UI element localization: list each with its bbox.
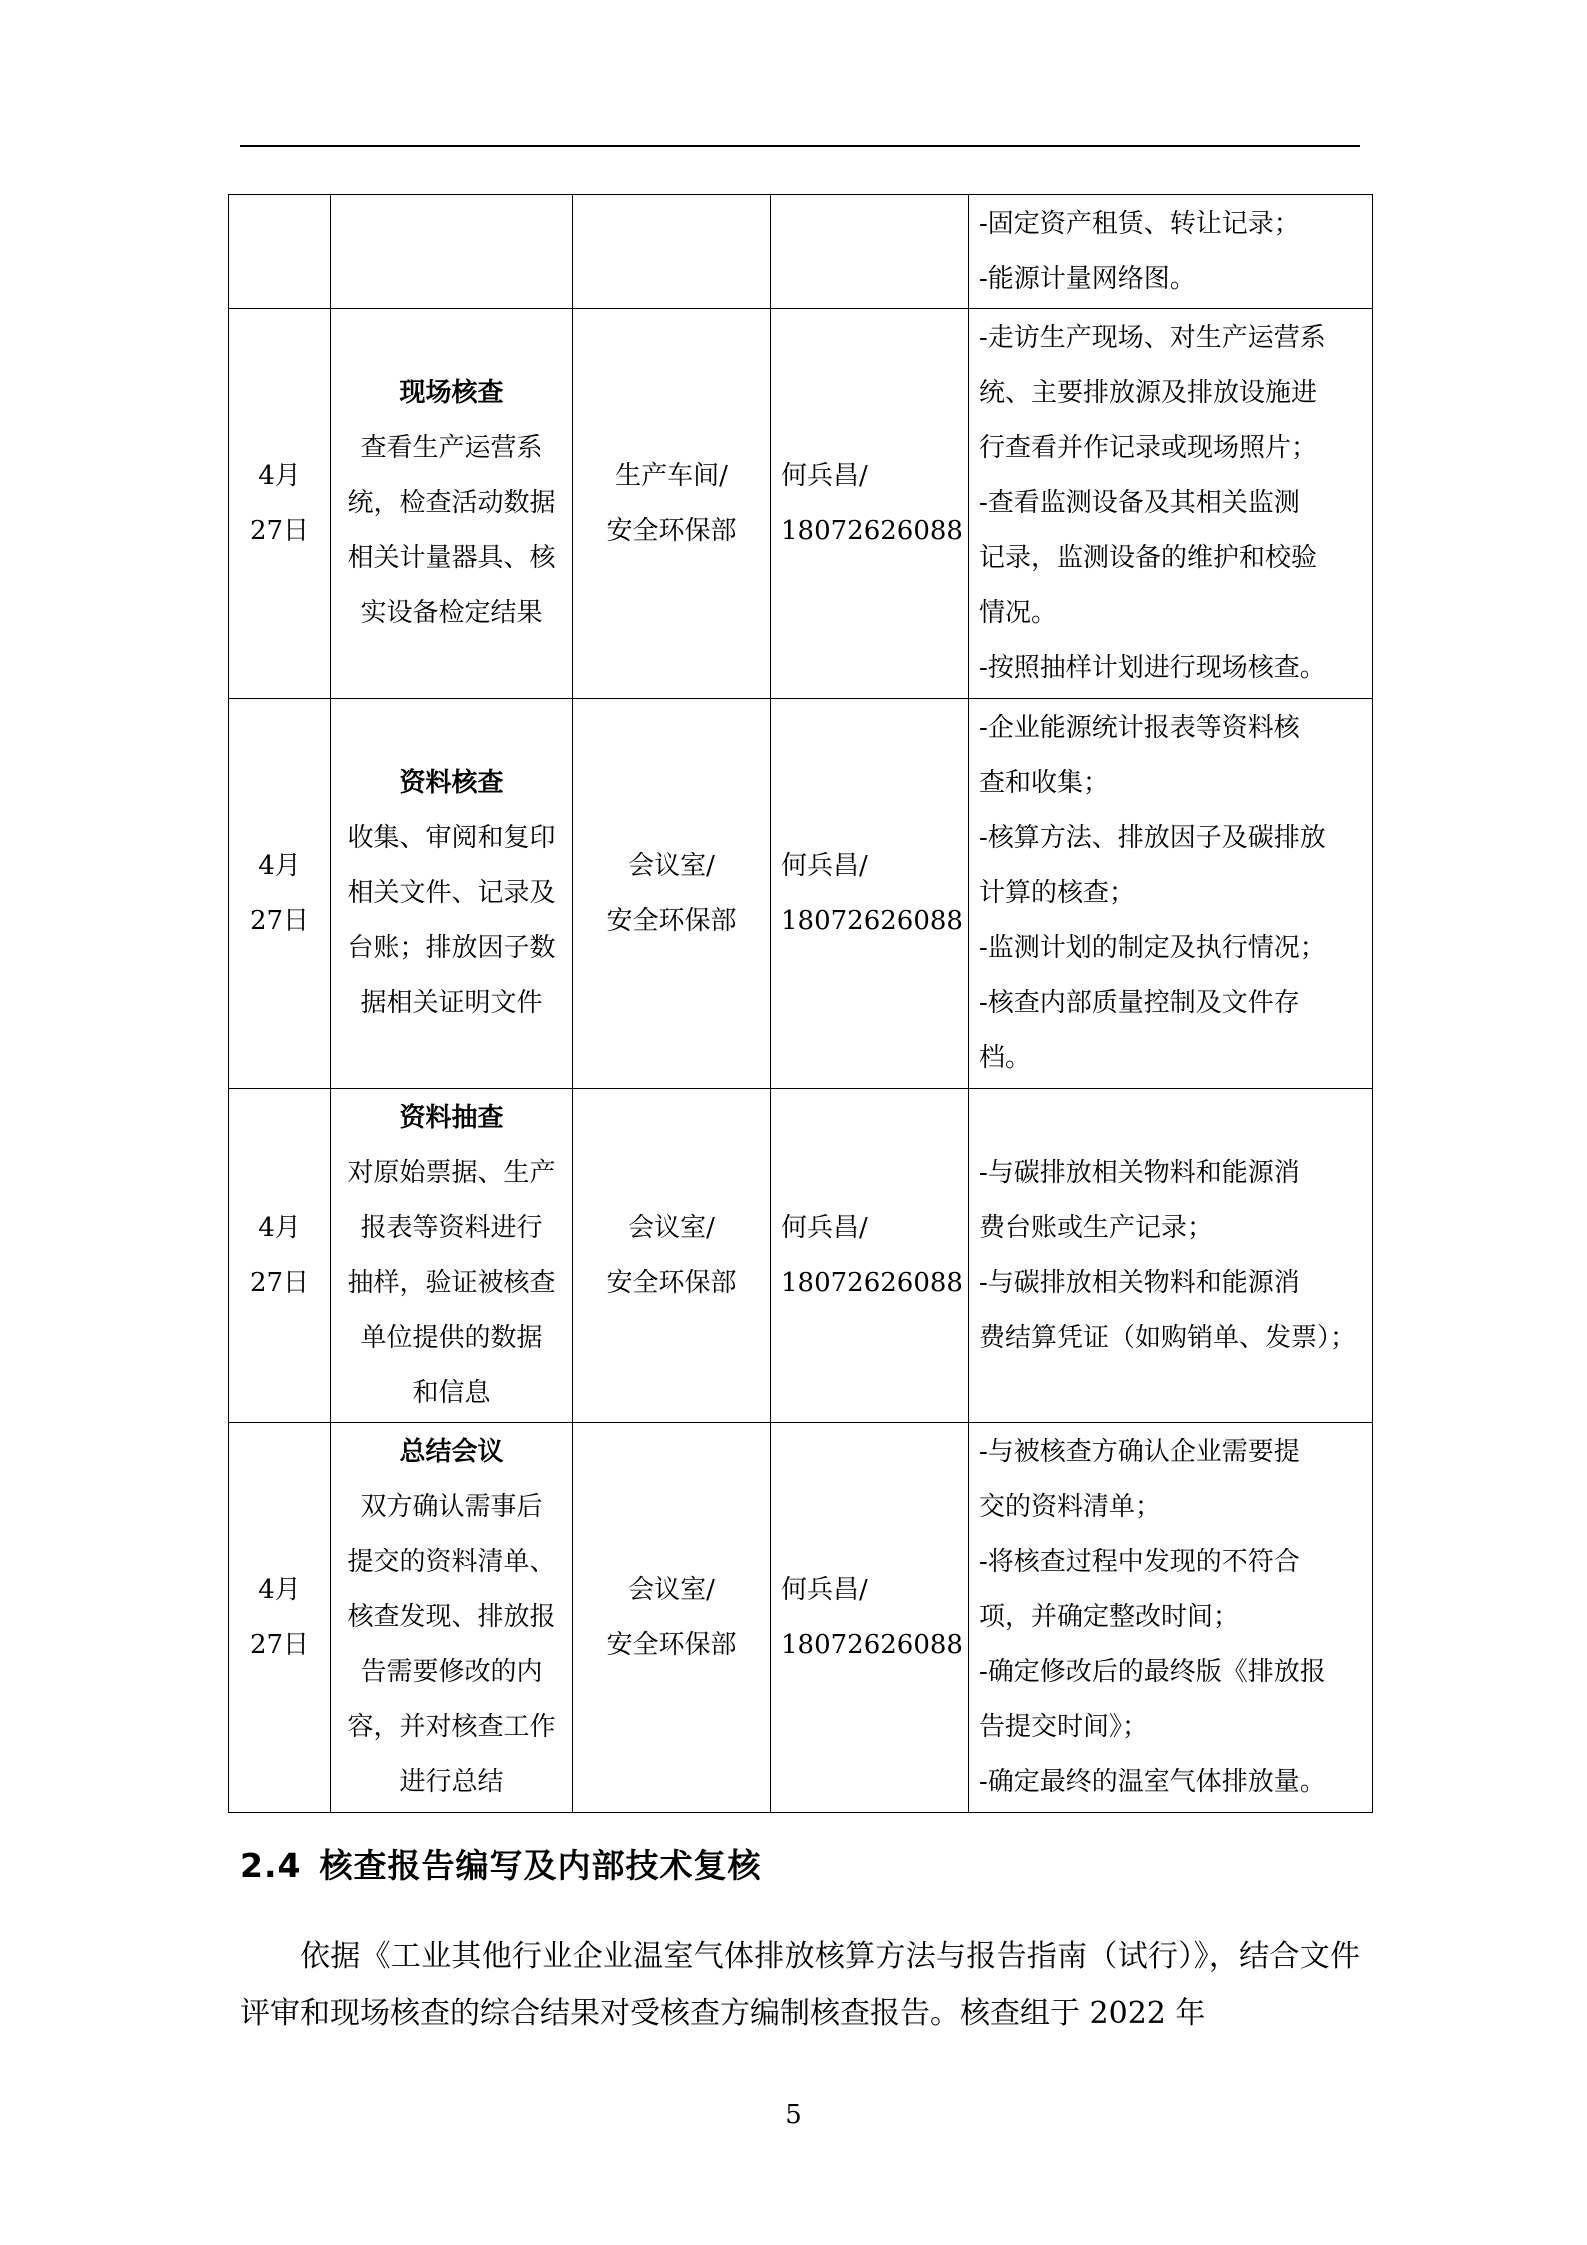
- content-line: 交的资料清单；: [979, 1492, 1162, 1522]
- location-line: 生产车间/: [615, 460, 728, 491]
- content-line: 费结算凭证（如购销单、发票）；: [979, 1322, 1357, 1353]
- table-row: [229, 195, 1373, 309]
- content-line: -能源计量网络图。: [979, 263, 1196, 294]
- activity-description-line: 告需要修改的内: [360, 1657, 543, 1687]
- date-line: 27日: [249, 905, 310, 936]
- activity-description-line: 和信息: [412, 1377, 491, 1408]
- activity-description-line: 查看生产运营系: [360, 433, 543, 463]
- contact-line: 何兵昌/: [781, 460, 868, 491]
- date-line: 27日: [249, 1629, 310, 1660]
- activity-description-line: 实设备检定结果: [360, 598, 543, 628]
- content-line: 行查看并作记录或现场照片；: [979, 433, 1318, 463]
- section-number: 2.4: [240, 1846, 302, 1885]
- contact-line: 18072626088: [781, 905, 963, 936]
- date-line: 27日: [249, 515, 310, 546]
- activity-title: 现场核查: [399, 378, 504, 408]
- content-line: 统、主要排放源及排放设施进: [979, 378, 1318, 408]
- activity-description-line: 台账；排放因子数: [347, 933, 556, 963]
- content-line: -确定最终的温室气体排放量。: [979, 1767, 1326, 1797]
- location-line: 会议室/: [628, 850, 715, 881]
- activity-title: 资料核查: [399, 768, 504, 798]
- activity-title: 总结会议: [399, 1437, 504, 1467]
- contact-person-cell: [771, 195, 969, 309]
- contact-line: 18072626088: [781, 1267, 963, 1298]
- date-line: 4月: [258, 1212, 301, 1243]
- activity-description-line: 对原始票据、生产: [347, 1157, 556, 1188]
- date-line: 4月: [258, 1574, 301, 1605]
- content-cell: [969, 699, 1373, 1089]
- activity-description-line: 核查发现、排放报: [347, 1602, 556, 1632]
- activity-description-line: 统，检查活动数据: [347, 488, 556, 518]
- content-line: -核算方法、排放因子及碳排放: [979, 823, 1326, 853]
- activity-cell: [331, 1423, 573, 1813]
- location-line: 会议室/: [628, 1574, 715, 1605]
- section-heading: [240, 1840, 761, 1887]
- location-line: 安全环保部: [606, 905, 737, 936]
- contact-line: 何兵昌/: [781, 850, 868, 881]
- location-line: 安全环保部: [606, 1629, 737, 1660]
- date-cell: [229, 309, 331, 699]
- activity-description-line: 据相关证明文件: [360, 988, 543, 1018]
- activity-description-line: 相关文件、记录及: [347, 878, 556, 908]
- contact-line: 18072626088: [781, 1629, 963, 1660]
- content-line: -确定修改后的最终版《排放报: [979, 1657, 1326, 1687]
- content-line: -与碳排放相关物料和能源消: [979, 1157, 1300, 1188]
- date-line: 27日: [249, 1267, 310, 1298]
- location-cell: [573, 1423, 771, 1813]
- activity-cell: [331, 699, 573, 1089]
- contact-person-cell: [771, 309, 969, 699]
- location-cell: [573, 309, 771, 699]
- activity-description-line: 报表等资料进行: [360, 1212, 543, 1243]
- content-line: -走访生产现场、对生产运营系: [979, 323, 1326, 353]
- location-line: 会议室/: [628, 1212, 715, 1243]
- date-cell: [229, 1089, 331, 1423]
- contact-person-cell: [771, 1089, 969, 1423]
- content-line: -固定资产租赁、转让记录；: [979, 208, 1300, 239]
- contact-line: 18072626088: [781, 515, 963, 546]
- table-row: [229, 699, 1373, 1089]
- content-cell: [969, 1089, 1373, 1423]
- content-line: 情况。: [979, 598, 1058, 628]
- content-line: -与被核查方确认企业需要提: [979, 1437, 1300, 1467]
- activity-description-line: 抽样，验证被核查: [347, 1267, 556, 1298]
- content-line: 费台账或生产记录；: [979, 1212, 1214, 1243]
- content-line: 计算的核查；: [979, 878, 1136, 908]
- verification-schedule-table: [228, 194, 1373, 1813]
- content-cell: [969, 1423, 1373, 1813]
- activity-description-line: 单位提供的数据: [360, 1322, 543, 1353]
- contact-line: 何兵昌/: [781, 1212, 868, 1243]
- activity-description-line: 提交的资料清单、: [347, 1547, 556, 1577]
- content-line: 档。: [979, 1043, 1032, 1073]
- activity-description-line: 收集、审阅和复印: [347, 823, 556, 853]
- date-line: 4月: [258, 850, 301, 881]
- content-line: 告提交时间》；: [979, 1712, 1149, 1742]
- location-cell: [573, 195, 771, 309]
- activity-description-line: 相关计量器具、核: [347, 543, 556, 573]
- location-cell: [573, 1089, 771, 1423]
- content-line: -查看监测设备及其相关监测: [979, 488, 1300, 518]
- activity-cell: [331, 1089, 573, 1423]
- content-cell: [969, 309, 1373, 699]
- activity-description-line: 双方确认需事后: [360, 1492, 543, 1522]
- content-cell: [969, 195, 1373, 309]
- page-number: 5: [785, 2100, 802, 2130]
- table-row: [229, 1423, 1373, 1813]
- activity-cell: [331, 195, 573, 309]
- content-line: -与碳排放相关物料和能源消: [979, 1267, 1300, 1298]
- contact-person-cell: [771, 1423, 969, 1813]
- content-line: 项，并确定整改时间；: [979, 1602, 1240, 1632]
- date-cell: [229, 195, 331, 309]
- date-line: 4月: [258, 460, 301, 491]
- contact-person-cell: [771, 699, 969, 1089]
- contact-line: 何兵昌/: [781, 1574, 868, 1605]
- activity-title: 资料抽查: [399, 1102, 504, 1133]
- content-line: -按照抽样计划进行现场核查。: [979, 653, 1326, 683]
- date-cell: [229, 1423, 331, 1813]
- content-line: 记录，监测设备的维护和校验: [979, 543, 1318, 573]
- section-title: 核查报告编写及内部技术复核: [319, 1846, 762, 1885]
- location-cell: [573, 699, 771, 1089]
- activity-description-line: 容，并对核查工作: [347, 1712, 556, 1742]
- table-row: [229, 309, 1373, 699]
- content-line: -企业能源统计报表等资料核: [979, 713, 1300, 743]
- activity-description-line: 进行总结: [399, 1767, 504, 1797]
- content-line: 查和收集；: [979, 768, 1110, 798]
- content-line: -将核查过程中发现的不符合: [979, 1547, 1300, 1577]
- activity-cell: [331, 309, 573, 699]
- body-paragraph: 依据《工业其他行业企业温室气体排放核算方法与报告指南（试行）》，结合文件评审和现场核查的综合结果对受核查方编制核查报告。核查组于 2022 年: [240, 1939, 1360, 2031]
- location-line: 安全环保部: [606, 515, 737, 546]
- table-row: [229, 1089, 1373, 1423]
- content-line: -核查内部质量控制及文件存: [979, 988, 1300, 1018]
- header-rule: [240, 145, 1360, 147]
- date-cell: [229, 699, 331, 1089]
- location-line: 安全环保部: [606, 1267, 737, 1298]
- content-line: -监测计划的制定及执行情况；: [979, 933, 1326, 963]
